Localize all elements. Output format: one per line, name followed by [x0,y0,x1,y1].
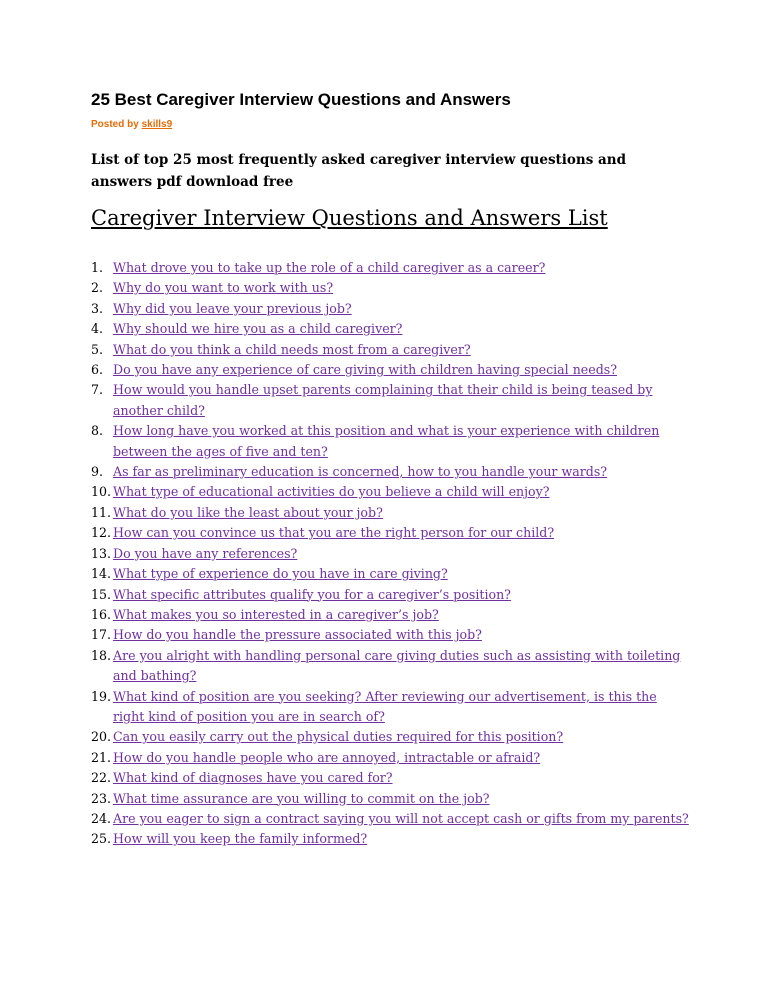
question-number: 3. [91,300,104,316]
question-link[interactable]: What type of educational activities do you believe a child will enjoy? [113,484,550,500]
question-link[interactable]: Do you have any experience of care giving with children having special needs? [113,362,617,378]
question-number: 15. [91,586,112,602]
question-item [91,646,691,687]
question-item [91,687,691,728]
question-number: 18. [91,647,112,663]
section-heading: Caregiver Interview Questions and Answers List [91,206,608,230]
question-item [91,299,691,319]
question-number: 1. [91,260,104,275]
question-number: 16. [91,606,112,622]
question-item [91,829,691,849]
question-link[interactable]: What makes you so interested in a caregiver’s job? [113,606,439,622]
document-title: 25 Best Caregiver Interview Questions and Answers [91,90,511,109]
question-item [91,727,691,747]
question-item [91,360,691,380]
question-number: 17. [91,627,112,643]
question-item [91,789,691,809]
question-item [91,768,691,788]
question-item [91,340,691,360]
question-number: 9. [91,464,104,480]
question-number: 7. [91,382,104,398]
question-item [91,278,691,298]
question-number: 23. [91,790,112,806]
question-number: 13. [91,545,112,561]
question-link[interactable]: What type of experience do you have in care giving? [113,566,448,582]
question-number: 10. [91,484,112,500]
question-link[interactable]: Why should we hire you as a child caregiver? [113,321,403,337]
question-link[interactable]: Are you eager to sign a contract saying you will not accept cash or gifts from my parents? [113,810,689,826]
question-number: 24. [91,810,112,826]
question-link[interactable]: What specific attributes qualify you for a caregiver’s position? [113,586,511,602]
question-number: 21. [91,749,112,765]
question-number: 19. [91,688,112,704]
question-item [91,462,691,482]
question-item [91,523,691,543]
question-item [91,809,691,829]
question-item [91,380,691,421]
question-link[interactable]: What kind of position are you seeking? After reviewing our advertisement, is this the right kind of position you are in search of? [113,688,657,724]
question-link[interactable]: What do you like the least about your job? [113,504,383,520]
question-item [91,258,691,278]
author-link[interactable]: skills9 [141,119,173,130]
question-link[interactable]: What kind of diagnoses have you cared for? [113,770,393,786]
question-item [91,319,691,339]
question-list [91,258,691,850]
question-item [91,421,691,462]
question-link[interactable]: How do you handle people who are annoyed, intractable or afraid? [113,749,541,765]
question-item [91,585,691,605]
question-link[interactable]: How would you handle upset parents complaining that their child is being teased by another child? [113,382,653,418]
question-link[interactable]: Why do you want to work with us? [113,280,334,296]
question-link[interactable]: What drove you to take up the role of a child caregiver as a career? [113,260,546,275]
question-item [91,625,691,645]
question-link[interactable]: What do you think a child needs most from a caregiver? [113,341,471,357]
question-item [91,564,691,584]
question-number: 20. [91,729,112,745]
question-number: 25. [91,831,112,847]
question-link[interactable]: As far as preliminary education is concerned, how to you handle your wards? [113,464,608,480]
question-link[interactable]: How can you convince us that you are the right person for our child? [113,525,555,541]
intro-text: List of top 25 most frequently asked caregiver interview questions and answers pdf download free [91,152,627,190]
question-number: 4. [91,321,104,337]
question-number: 22. [91,770,112,786]
question-item [91,482,691,502]
question-number: 2. [91,280,104,296]
question-item [91,605,691,625]
question-link[interactable]: How do you handle the pressure associated with this job? [113,627,482,643]
byline [91,119,172,130]
question-link[interactable]: Why did you leave your previous job? [113,300,352,316]
question-link[interactable]: Do you have any references? [113,545,298,561]
question-number: 12. [91,525,112,541]
posted-by-label: Posted by [91,119,139,130]
question-number: 11. [91,504,112,520]
question-number: 6. [91,362,104,378]
question-link[interactable]: Can you easily carry out the physical duties required for this position? [113,729,564,745]
question-item [91,544,691,564]
question-link[interactable]: How will you keep the family informed? [113,831,368,847]
question-number: 8. [91,423,104,439]
question-item [91,503,691,523]
question-number: 14. [91,566,112,582]
question-number: 5. [91,341,104,357]
question-link[interactable]: What time assurance are you willing to commit on the job? [113,790,490,806]
question-link[interactable]: Are you alright with handling personal care giving duties such as assisting with toileting and bathing? [113,647,681,684]
question-link[interactable]: How long have you worked at this position and what is your experience with children between the ages of five and ten? [113,423,660,459]
question-item [91,748,691,768]
